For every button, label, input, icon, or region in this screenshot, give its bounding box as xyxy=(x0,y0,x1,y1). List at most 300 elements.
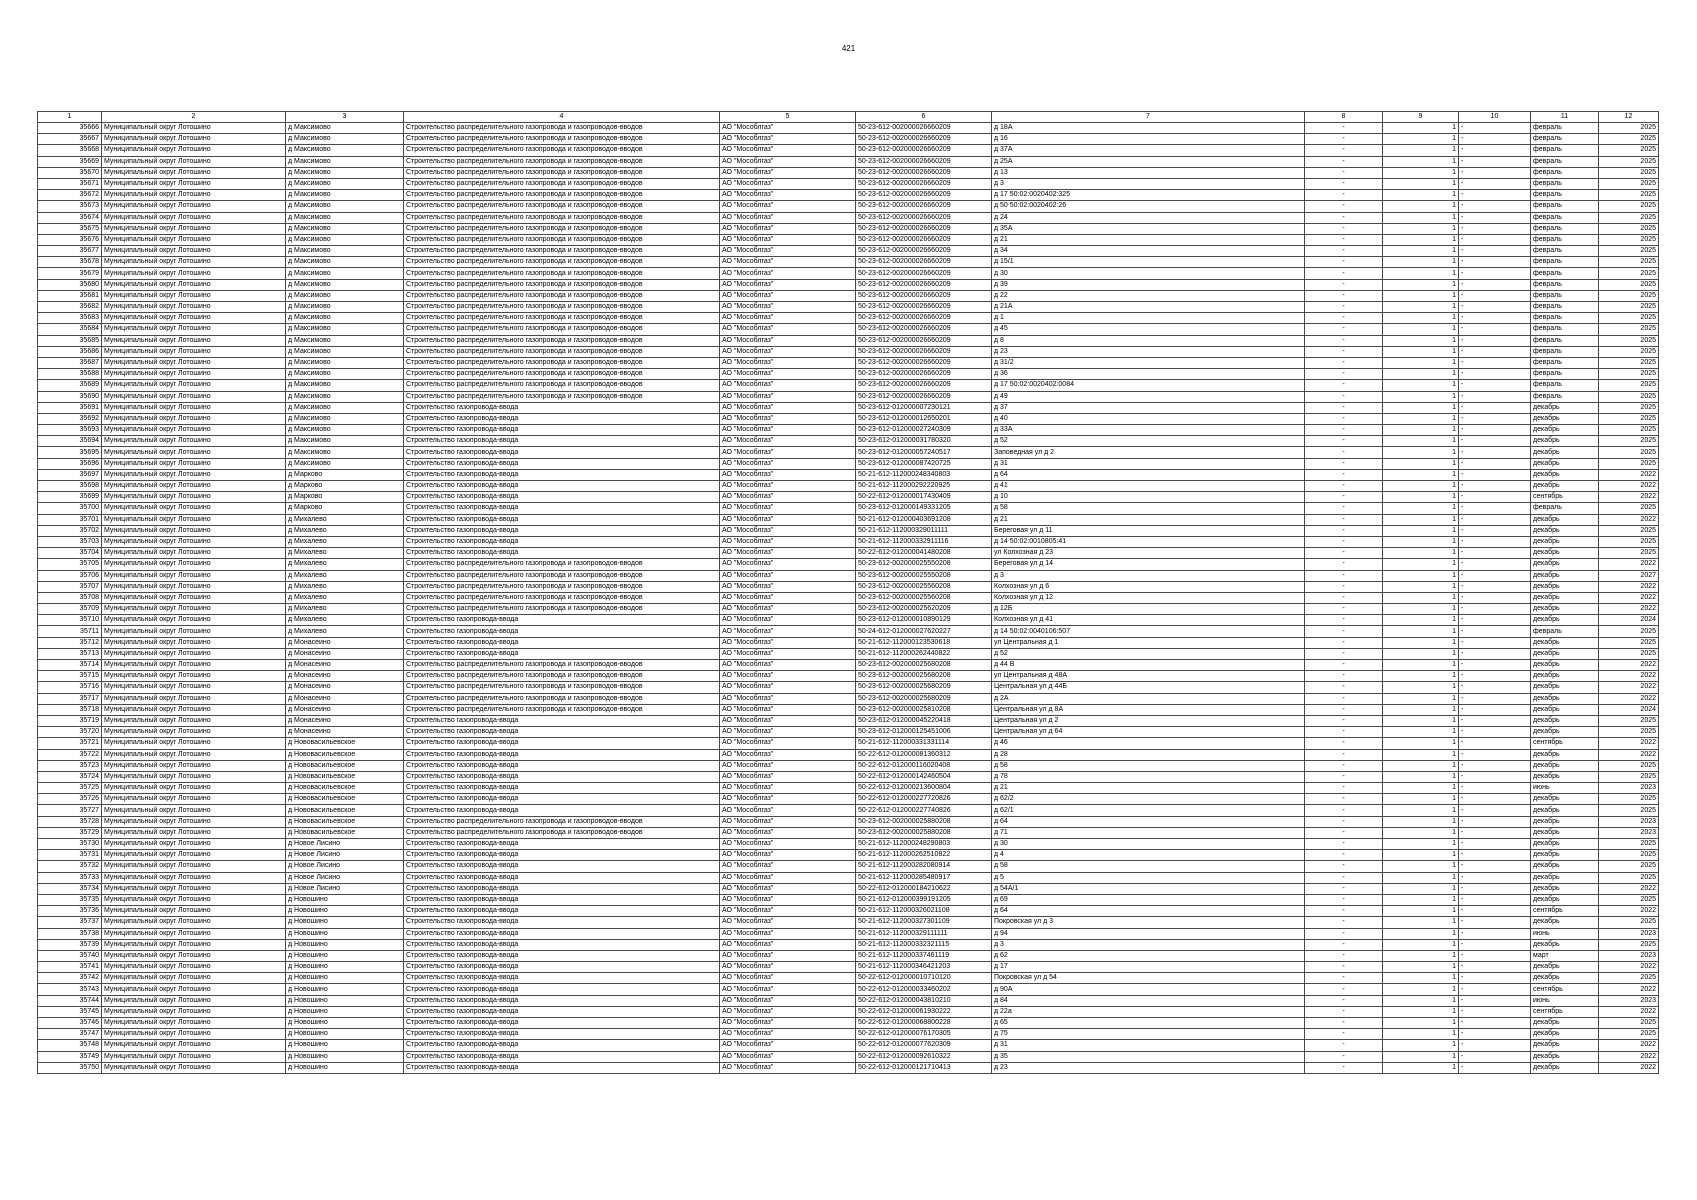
settlement-cell: д Монасеино xyxy=(286,671,404,682)
organization-cell: АО "Мособлгаз" xyxy=(720,738,856,749)
request-code-cell: 50-22-612-012000061930222 xyxy=(856,1006,992,1017)
address-cell: д 30 xyxy=(992,268,1305,279)
table-row xyxy=(38,346,1659,357)
organization-cell: АО "Мособлгаз" xyxy=(720,156,856,167)
request-code-cell: 50-23-612-002000026660209 xyxy=(856,156,992,167)
row-number-cell: 35675 xyxy=(38,223,102,234)
municipality-cell: Муниципальный округ Лотошино xyxy=(102,290,286,301)
work-type-cell: Строительство газопровода-ввода xyxy=(404,794,720,805)
row-number-cell: 35672 xyxy=(38,190,102,201)
year-cell: 2025 xyxy=(1599,771,1659,782)
address-cell: ул Центральная д 48А xyxy=(992,671,1305,682)
col-8-value-cell: - xyxy=(1305,268,1383,279)
address-cell: д 31/2 xyxy=(992,357,1305,368)
organization-cell: АО "Мособлгаз" xyxy=(720,1040,856,1051)
year-cell: 2025 xyxy=(1599,257,1659,268)
column-header-12: 12 xyxy=(1599,112,1659,123)
municipality-cell: Муниципальный округ Лотошино xyxy=(102,581,286,592)
work-type-cell: Строительство распределительного газопровода и газопроводов-вводов xyxy=(404,201,720,212)
col-9-value-cell: 1 xyxy=(1383,805,1459,816)
year-cell: 2025 xyxy=(1599,246,1659,257)
year-cell: 2025 xyxy=(1599,861,1659,872)
row-number-cell: 35728 xyxy=(38,816,102,827)
col-9-value-cell: 1 xyxy=(1383,570,1459,581)
col-8-value-cell: - xyxy=(1305,827,1383,838)
row-number-cell: 35676 xyxy=(38,234,102,245)
settlement-cell: д Максимово xyxy=(286,447,404,458)
request-code-cell: 50-21-612-112000331331114 xyxy=(856,738,992,749)
request-code-cell: 50-23-612-002000026660209 xyxy=(856,369,992,380)
row-number-cell: 35749 xyxy=(38,1051,102,1062)
month-cell: декабрь xyxy=(1531,827,1599,838)
organization-cell: АО "Мособлгаз" xyxy=(720,939,856,950)
organization-cell: АО "Мособлгаз" xyxy=(720,1051,856,1062)
municipality-cell: Муниципальный округ Лотошино xyxy=(102,413,286,424)
col-9-value-cell: 1 xyxy=(1383,581,1459,592)
col-10-value-cell: - xyxy=(1459,771,1531,782)
municipality-cell: Муниципальный округ Лотошино xyxy=(102,906,286,917)
col-8-value-cell: - xyxy=(1305,1040,1383,1051)
row-number-cell: 35673 xyxy=(38,201,102,212)
month-cell: декабрь xyxy=(1531,1040,1599,1051)
table-row xyxy=(38,514,1659,525)
municipality-cell: Муниципальный округ Лотошино xyxy=(102,984,286,995)
col-10-value-cell: - xyxy=(1459,257,1531,268)
year-cell: 2025 xyxy=(1599,290,1659,301)
month-cell: сентябрь xyxy=(1531,1006,1599,1017)
table-row xyxy=(38,1040,1659,1051)
request-code-cell: 50-21-612-112000337461119 xyxy=(856,950,992,961)
col-10-value-cell: - xyxy=(1459,805,1531,816)
col-9-value-cell: 1 xyxy=(1383,984,1459,995)
request-code-cell: 50-23-612-012000012650201 xyxy=(856,413,992,424)
table-row xyxy=(38,995,1659,1006)
column-header-4: 4 xyxy=(404,112,720,123)
work-type-cell: Строительство газопровода-ввода xyxy=(404,727,720,738)
organization-cell: АО "Мособлгаз" xyxy=(720,570,856,581)
col-10-value-cell: - xyxy=(1459,682,1531,693)
col-10-value-cell: - xyxy=(1459,570,1531,581)
col-8-value-cell: - xyxy=(1305,962,1383,973)
settlement-cell: д Нововасильевское xyxy=(286,794,404,805)
row-number-cell: 35677 xyxy=(38,246,102,257)
address-cell: Центральная ул д 64 xyxy=(992,727,1305,738)
municipality-cell: Муниципальный округ Лотошино xyxy=(102,458,286,469)
table-row xyxy=(38,425,1659,436)
month-cell: декабрь xyxy=(1531,570,1599,581)
request-code-cell: 50-23-612-002000026660209 xyxy=(856,357,992,368)
table-row xyxy=(38,145,1659,156)
col-10-value-cell: - xyxy=(1459,872,1531,883)
col-9-value-cell: 1 xyxy=(1383,928,1459,939)
month-cell: февраль xyxy=(1531,346,1599,357)
address-cell: д 62/1 xyxy=(992,805,1305,816)
settlement-cell: д Максимово xyxy=(286,190,404,201)
col-8-value-cell: - xyxy=(1305,257,1383,268)
settlement-cell: д Монасеино xyxy=(286,660,404,671)
request-code-cell: 50-23-612-012000045220418 xyxy=(856,715,992,726)
year-cell: 2025 xyxy=(1599,402,1659,413)
work-type-cell: Строительство распределительного газопровода и газопроводов-вводов xyxy=(404,335,720,346)
request-code-cell: 50-22-612-012000010710120 xyxy=(856,973,992,984)
request-code-cell: 50-23-612-012000087420725 xyxy=(856,458,992,469)
table-row xyxy=(38,1006,1659,1017)
request-code-cell: 50-21-612-112000332321115 xyxy=(856,939,992,950)
address-cell: д 62 xyxy=(992,950,1305,961)
col-10-value-cell: - xyxy=(1459,346,1531,357)
work-type-cell: Строительство газопровода-ввода xyxy=(404,425,720,436)
table-row xyxy=(38,928,1659,939)
year-cell: 2022 xyxy=(1599,1040,1659,1051)
table-row xyxy=(38,123,1659,134)
request-code-cell: 50-23-612-012000057240517 xyxy=(856,447,992,458)
address-cell: д 40 xyxy=(992,413,1305,424)
col-9-value-cell: 1 xyxy=(1383,660,1459,671)
col-10-value-cell: - xyxy=(1459,592,1531,603)
organization-cell: АО "Мособлгаз" xyxy=(720,894,856,905)
work-type-cell: Строительство газопровода-ввода xyxy=(404,615,720,626)
col-10-value-cell: - xyxy=(1459,738,1531,749)
col-9-value-cell: 1 xyxy=(1383,604,1459,615)
organization-cell: АО "Мособлгаз" xyxy=(720,492,856,503)
settlement-cell: д Михалево xyxy=(286,514,404,525)
address-cell: д 17 50:02:0020402:325 xyxy=(992,190,1305,201)
municipality-cell: Муниципальный округ Лотошино xyxy=(102,738,286,749)
month-cell: февраль xyxy=(1531,302,1599,313)
table-row xyxy=(38,962,1659,973)
work-type-cell: Строительство распределительного газопровода и газопроводов-вводов xyxy=(404,279,720,290)
request-code-cell: 50-23-612-002000025550208 xyxy=(856,570,992,581)
col-8-value-cell: - xyxy=(1305,190,1383,201)
settlement-cell: д Монасеино xyxy=(286,682,404,693)
col-8-value-cell: - xyxy=(1305,917,1383,928)
year-cell: 2025 xyxy=(1599,413,1659,424)
month-cell: февраль xyxy=(1531,324,1599,335)
settlement-cell: д Новое Лисино xyxy=(286,861,404,872)
col-8-value-cell: - xyxy=(1305,1006,1383,1017)
request-code-cell: 50-23-612-002000026660209 xyxy=(856,391,992,402)
work-type-cell: Строительство газопровода-ввода xyxy=(404,950,720,961)
month-cell: февраль xyxy=(1531,134,1599,145)
year-cell: 2025 xyxy=(1599,436,1659,447)
work-type-cell: Строительство распределительного газопровода и газопроводов-вводов xyxy=(404,827,720,838)
col-8-value-cell: - xyxy=(1305,279,1383,290)
request-code-cell: 50-23-612-002000026660209 xyxy=(856,302,992,313)
municipality-cell: Муниципальный округ Лотошино xyxy=(102,380,286,391)
table-row xyxy=(38,492,1659,503)
work-type-cell: Строительство газопровода-ввода xyxy=(404,492,720,503)
year-cell: 2025 xyxy=(1599,391,1659,402)
settlement-cell: д Нововасильевское xyxy=(286,760,404,771)
table-row xyxy=(38,950,1659,961)
table-row xyxy=(38,760,1659,771)
organization-cell: АО "Мособлгаз" xyxy=(720,962,856,973)
municipality-cell: Муниципальный округ Лотошино xyxy=(102,727,286,738)
table-row xyxy=(38,872,1659,883)
municipality-cell: Муниципальный округ Лотошино xyxy=(102,682,286,693)
col-9-value-cell: 1 xyxy=(1383,615,1459,626)
municipality-cell: Муниципальный округ Лотошино xyxy=(102,861,286,872)
table-row xyxy=(38,391,1659,402)
col-10-value-cell: - xyxy=(1459,626,1531,637)
year-cell: 2025 xyxy=(1599,458,1659,469)
request-code-cell: 50-23-612-002000025620209 xyxy=(856,604,992,615)
municipality-cell: Муниципальный округ Лотошино xyxy=(102,257,286,268)
work-type-cell: Строительство распределительного газопровода и газопроводов-вводов xyxy=(404,391,720,402)
col-10-value-cell: - xyxy=(1459,335,1531,346)
year-cell: 2025 xyxy=(1599,894,1659,905)
col-9-value-cell: 1 xyxy=(1383,425,1459,436)
address-cell: д 10 xyxy=(992,492,1305,503)
request-code-cell: 50-22-612-012000092610322 xyxy=(856,1051,992,1062)
organization-cell: АО "Мособлгаз" xyxy=(720,850,856,861)
row-number-cell: 35706 xyxy=(38,570,102,581)
settlement-cell: д Максимово xyxy=(286,335,404,346)
organization-cell: АО "Мособлгаз" xyxy=(720,1062,856,1073)
column-header-7: 7 xyxy=(992,112,1305,123)
settlement-cell: д Максимово xyxy=(286,212,404,223)
column-header-6: 6 xyxy=(856,112,992,123)
address-cell: д 45 xyxy=(992,324,1305,335)
col-8-value-cell: - xyxy=(1305,816,1383,827)
table-row xyxy=(38,727,1659,738)
table-row xyxy=(38,827,1659,838)
work-type-cell: Строительство распределительного газопровода и газопроводов-вводов xyxy=(404,156,720,167)
row-number-cell: 35704 xyxy=(38,548,102,559)
month-cell: февраль xyxy=(1531,257,1599,268)
work-type-cell: Строительство газопровода-ввода xyxy=(404,458,720,469)
address-cell: д 49 xyxy=(992,391,1305,402)
year-cell: 2025 xyxy=(1599,324,1659,335)
settlement-cell: д Новошино xyxy=(286,1018,404,1029)
month-cell: декабрь xyxy=(1531,525,1599,536)
address-cell: д 21 xyxy=(992,514,1305,525)
organization-cell: АО "Мособлгаз" xyxy=(720,715,856,726)
settlement-cell: д Максимово xyxy=(286,391,404,402)
settlement-cell: д Максимово xyxy=(286,167,404,178)
year-cell: 2025 xyxy=(1599,357,1659,368)
year-cell: 2025 xyxy=(1599,626,1659,637)
row-number-cell: 35717 xyxy=(38,693,102,704)
municipality-cell: Муниципальный округ Лотошино xyxy=(102,693,286,704)
municipality-cell: Муниципальный округ Лотошино xyxy=(102,335,286,346)
col-10-value-cell: - xyxy=(1459,1018,1531,1029)
month-cell: февраль xyxy=(1531,268,1599,279)
municipality-cell: Муниципальный округ Лотошино xyxy=(102,883,286,894)
col-10-value-cell: - xyxy=(1459,906,1531,917)
municipality-cell: Муниципальный округ Лотошино xyxy=(102,436,286,447)
row-number-cell: 35668 xyxy=(38,145,102,156)
municipality-cell: Муниципальный округ Лотошино xyxy=(102,346,286,357)
row-number-cell: 35678 xyxy=(38,257,102,268)
settlement-cell: д Максимово xyxy=(286,145,404,156)
address-cell: д 58 xyxy=(992,503,1305,514)
month-cell: декабрь xyxy=(1531,671,1599,682)
month-cell: декабрь xyxy=(1531,1051,1599,1062)
settlement-cell: д Монасеино xyxy=(286,648,404,659)
col-8-value-cell: - xyxy=(1305,391,1383,402)
col-9-value-cell: 1 xyxy=(1383,1062,1459,1073)
col-9-value-cell: 1 xyxy=(1383,346,1459,357)
request-code-cell: 50-23-612-002000025560208 xyxy=(856,592,992,603)
work-type-cell: Строительство газопровода-ввода xyxy=(404,1029,720,1040)
request-code-cell: 50-23-612-002000025810208 xyxy=(856,704,992,715)
request-code-cell: 50-23-612-002000025880208 xyxy=(856,827,992,838)
col-10-value-cell: - xyxy=(1459,839,1531,850)
organization-cell: АО "Мособлгаз" xyxy=(720,984,856,995)
col-10-value-cell: - xyxy=(1459,391,1531,402)
request-code-cell: 50-22-612-012000041480208 xyxy=(856,548,992,559)
col-8-value-cell: - xyxy=(1305,626,1383,637)
request-code-cell: 50-23-612-012000027240309 xyxy=(856,425,992,436)
col-9-value-cell: 1 xyxy=(1383,749,1459,760)
address-cell: д 30 xyxy=(992,839,1305,850)
settlement-cell: д Михалево xyxy=(286,626,404,637)
table-row xyxy=(38,525,1659,536)
municipality-cell: Муниципальный округ Лотошино xyxy=(102,447,286,458)
col-8-value-cell: - xyxy=(1305,973,1383,984)
col-9-value-cell: 1 xyxy=(1383,771,1459,782)
month-cell: декабрь xyxy=(1531,704,1599,715)
col-10-value-cell: - xyxy=(1459,167,1531,178)
table-row xyxy=(38,503,1659,514)
organization-cell: АО "Мособлгаз" xyxy=(720,223,856,234)
organization-cell: АО "Мособлгаз" xyxy=(720,402,856,413)
address-cell: Колхозная ул д 41 xyxy=(992,615,1305,626)
year-cell: 2025 xyxy=(1599,123,1659,134)
month-cell: декабрь xyxy=(1531,425,1599,436)
request-code-cell: 50-23-612-002000026660209 xyxy=(856,234,992,245)
municipality-cell: Муниципальный округ Лотошино xyxy=(102,425,286,436)
table-row xyxy=(38,894,1659,905)
col-10-value-cell: - xyxy=(1459,794,1531,805)
work-type-cell: Строительство газопровода-ввода xyxy=(404,413,720,424)
municipality-cell: Муниципальный округ Лотошино xyxy=(102,637,286,648)
municipality-cell: Муниципальный округ Лотошино xyxy=(102,950,286,961)
month-cell: декабрь xyxy=(1531,894,1599,905)
col-8-value-cell: - xyxy=(1305,660,1383,671)
organization-cell: АО "Мособлгаз" xyxy=(720,525,856,536)
col-8-value-cell: - xyxy=(1305,805,1383,816)
address-cell: д 3 xyxy=(992,178,1305,189)
address-cell: д 37А xyxy=(992,145,1305,156)
table-row xyxy=(38,279,1659,290)
year-cell: 2022 xyxy=(1599,962,1659,973)
col-8-value-cell: - xyxy=(1305,123,1383,134)
work-type-cell: Строительство газопровода-ввода xyxy=(404,481,720,492)
organization-cell: АО "Мособлгаз" xyxy=(720,302,856,313)
settlement-cell: д Максимово xyxy=(286,380,404,391)
month-cell: декабрь xyxy=(1531,727,1599,738)
col-10-value-cell: - xyxy=(1459,861,1531,872)
work-type-cell: Строительство распределительного газопровода и газопроводов-вводов xyxy=(404,167,720,178)
row-number-cell: 35669 xyxy=(38,156,102,167)
month-cell: февраль xyxy=(1531,123,1599,134)
col-10-value-cell: - xyxy=(1459,604,1531,615)
page-number: 421 xyxy=(841,44,856,53)
address-cell: д 37 xyxy=(992,402,1305,413)
col-9-value-cell: 1 xyxy=(1383,693,1459,704)
work-type-cell: Строительство распределительного газопровода и газопроводов-вводов xyxy=(404,134,720,145)
settlement-cell: д Максимово xyxy=(286,234,404,245)
organization-cell: АО "Мособлгаз" xyxy=(720,816,856,827)
municipality-cell: Муниципальный округ Лотошино xyxy=(102,1029,286,1040)
month-cell: декабрь xyxy=(1531,1062,1599,1073)
col-9-value-cell: 1 xyxy=(1383,973,1459,984)
work-type-cell: Строительство распределительного газопровода и газопроводов-вводов xyxy=(404,290,720,301)
settlement-cell: д Максимово xyxy=(286,369,404,380)
municipality-cell: Муниципальный округ Лотошино xyxy=(102,548,286,559)
month-cell: декабрь xyxy=(1531,559,1599,570)
settlement-cell: д Максимово xyxy=(286,413,404,424)
settlement-cell: д Максимово xyxy=(286,302,404,313)
year-cell: 2023 xyxy=(1599,816,1659,827)
col-10-value-cell: - xyxy=(1459,1006,1531,1017)
table-row xyxy=(38,469,1659,480)
settlement-cell: д Максимово xyxy=(286,357,404,368)
table-row xyxy=(38,178,1659,189)
row-number-cell: 35742 xyxy=(38,973,102,984)
address-cell: д 22а xyxy=(992,1006,1305,1017)
row-number-cell: 35684 xyxy=(38,324,102,335)
row-number-cell: 35710 xyxy=(38,615,102,626)
col-8-value-cell: - xyxy=(1305,201,1383,212)
work-type-cell: Строительство газопровода-ввода xyxy=(404,939,720,950)
col-9-value-cell: 1 xyxy=(1383,246,1459,257)
settlement-cell: д Максимово xyxy=(286,425,404,436)
work-type-cell: Строительство распределительного газопровода и газопроводов-вводов xyxy=(404,693,720,704)
address-cell: д 64 xyxy=(992,469,1305,480)
row-number-cell: 35674 xyxy=(38,212,102,223)
year-cell: 2025 xyxy=(1599,223,1659,234)
table-row xyxy=(38,794,1659,805)
col-8-value-cell: - xyxy=(1305,156,1383,167)
work-type-cell: Строительство газопровода-ввода xyxy=(404,436,720,447)
col-9-value-cell: 1 xyxy=(1383,156,1459,167)
col-10-value-cell: - xyxy=(1459,492,1531,503)
row-number-cell: 35740 xyxy=(38,950,102,961)
settlement-cell: д Михалево xyxy=(286,525,404,536)
col-9-value-cell: 1 xyxy=(1383,481,1459,492)
col-10-value-cell: - xyxy=(1459,536,1531,547)
col-9-value-cell: 1 xyxy=(1383,178,1459,189)
col-8-value-cell: - xyxy=(1305,939,1383,950)
month-cell: декабрь xyxy=(1531,771,1599,782)
col-8-value-cell: - xyxy=(1305,447,1383,458)
municipality-cell: Муниципальный округ Лотошино xyxy=(102,872,286,883)
month-cell: декабрь xyxy=(1531,816,1599,827)
col-10-value-cell: - xyxy=(1459,715,1531,726)
table-row xyxy=(38,458,1659,469)
request-code-cell: 50-22-612-012000227720826 xyxy=(856,794,992,805)
col-9-value-cell: 1 xyxy=(1383,257,1459,268)
row-number-cell: 35679 xyxy=(38,268,102,279)
table-row xyxy=(38,436,1659,447)
address-cell: д 24 xyxy=(992,212,1305,223)
col-10-value-cell: - xyxy=(1459,436,1531,447)
month-cell: декабрь xyxy=(1531,749,1599,760)
month-cell: февраль xyxy=(1531,234,1599,245)
col-8-value-cell: - xyxy=(1305,492,1383,503)
organization-cell: АО "Мособлгаз" xyxy=(720,581,856,592)
organization-cell: АО "Мособлгаз" xyxy=(720,1006,856,1017)
year-cell: 2022 xyxy=(1599,984,1659,995)
year-cell: 2022 xyxy=(1599,581,1659,592)
organization-cell: АО "Мособлгаз" xyxy=(720,950,856,961)
col-8-value-cell: - xyxy=(1305,704,1383,715)
year-cell: 2025 xyxy=(1599,839,1659,850)
organization-cell: АО "Мособлгаз" xyxy=(720,313,856,324)
